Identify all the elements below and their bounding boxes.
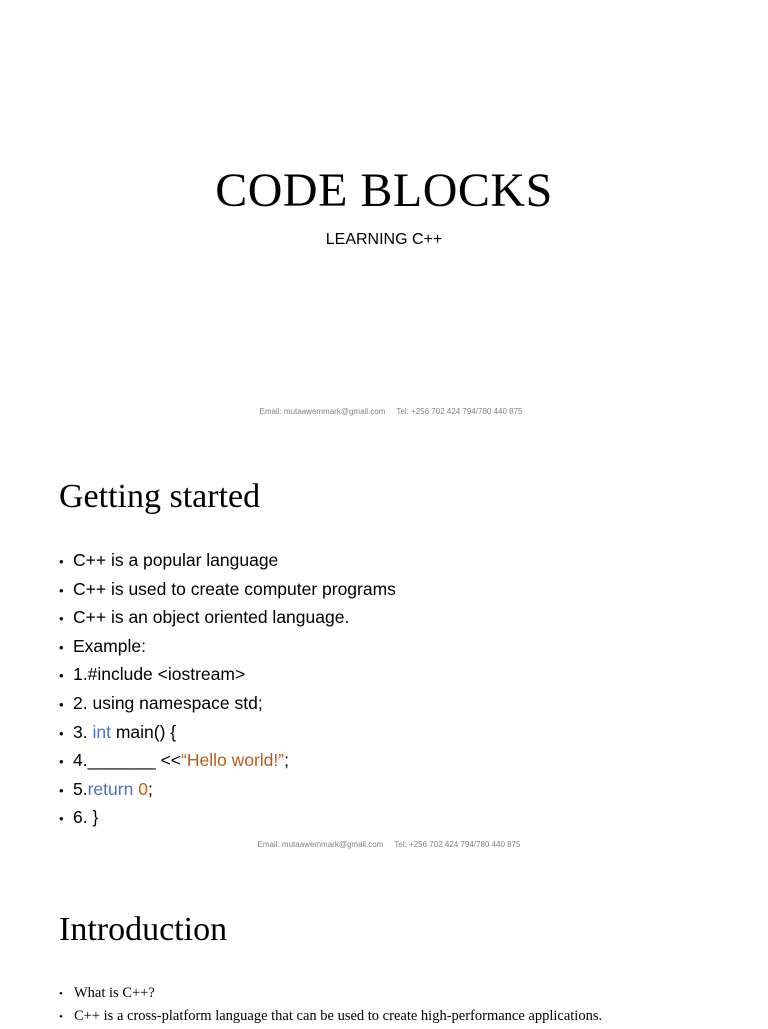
bullet-icon: • bbox=[59, 988, 63, 1000]
code-rest: main() { bbox=[110, 721, 177, 742]
bullet-icon: • bbox=[59, 811, 64, 827]
list-item bbox=[59, 603, 396, 632]
slide-title: CODE BLOCKS bbox=[215, 164, 553, 217]
bullet-icon: • bbox=[59, 1011, 63, 1023]
code-keyword: int bbox=[92, 721, 111, 742]
bullet-icon: • bbox=[59, 554, 64, 569]
introduction-slide bbox=[0, 864, 768, 1024]
bullet-list bbox=[59, 546, 396, 832]
bullet-icon: • bbox=[59, 639, 64, 655]
bullet-icon: • bbox=[59, 668, 64, 684]
code-line bbox=[59, 803, 396, 832]
code-line bbox=[59, 660, 396, 689]
code-string: “Hello world!” bbox=[181, 750, 285, 771]
code-line bbox=[59, 775, 396, 804]
getting-started-slide bbox=[0, 432, 768, 864]
list-item-text: C++ is used to create computer programs bbox=[73, 578, 396, 599]
list-item-text: What is C++? bbox=[74, 985, 155, 1001]
code-line-text: 1.#include <iostream> bbox=[73, 664, 246, 685]
list-item-text: C++ is a cross-platform language that can be used to create high-performance applications. bbox=[74, 1008, 603, 1024]
code-line-text: 6. } bbox=[73, 807, 99, 828]
list-item-text: Example: bbox=[73, 635, 146, 656]
code-line bbox=[59, 746, 396, 775]
slide-heading: Getting started bbox=[59, 478, 261, 515]
bullet-icon: • bbox=[59, 725, 64, 741]
list-item bbox=[59, 982, 602, 1005]
slide-footer: Email: mutaawemmark@gmail.com Tel: +256 702 424 794/780 440 875 bbox=[259, 407, 523, 416]
code-prefix: 4._______ << bbox=[73, 750, 182, 771]
code-rest: ; bbox=[284, 750, 289, 771]
code-prefix: 3. bbox=[73, 721, 93, 742]
bullet-icon: • bbox=[59, 782, 64, 798]
code-keyword: return bbox=[87, 778, 134, 799]
bullet-icon: • bbox=[59, 696, 64, 712]
bullet-icon: • bbox=[59, 582, 64, 598]
bullet-icon: • bbox=[59, 754, 64, 770]
slide-heading: Introduction bbox=[59, 911, 228, 948]
list-item bbox=[59, 546, 396, 575]
code-line-text: 2. using namespace std; bbox=[73, 692, 263, 713]
list-item-text: C++ is a popular language bbox=[73, 550, 279, 570]
bullet-list bbox=[59, 982, 602, 1028]
list-item bbox=[59, 1005, 602, 1028]
title-slide bbox=[0, 0, 768, 432]
code-line bbox=[59, 689, 396, 718]
list-item-text: C++ is an object oriented language. bbox=[73, 607, 350, 628]
code-number: 0 bbox=[138, 778, 148, 799]
code-line bbox=[59, 718, 396, 747]
list-item bbox=[59, 632, 396, 661]
code-rest: ; bbox=[147, 778, 153, 799]
list-item bbox=[59, 575, 396, 604]
slide-subtitle: LEARNING C++ bbox=[325, 231, 443, 248]
code-prefix: 5. bbox=[73, 778, 88, 799]
bullet-icon: • bbox=[59, 611, 64, 627]
slide-footer: Email: mutaawemmark@gmail.com Tel: +256 702 424 794/780 440 875 bbox=[257, 840, 521, 849]
